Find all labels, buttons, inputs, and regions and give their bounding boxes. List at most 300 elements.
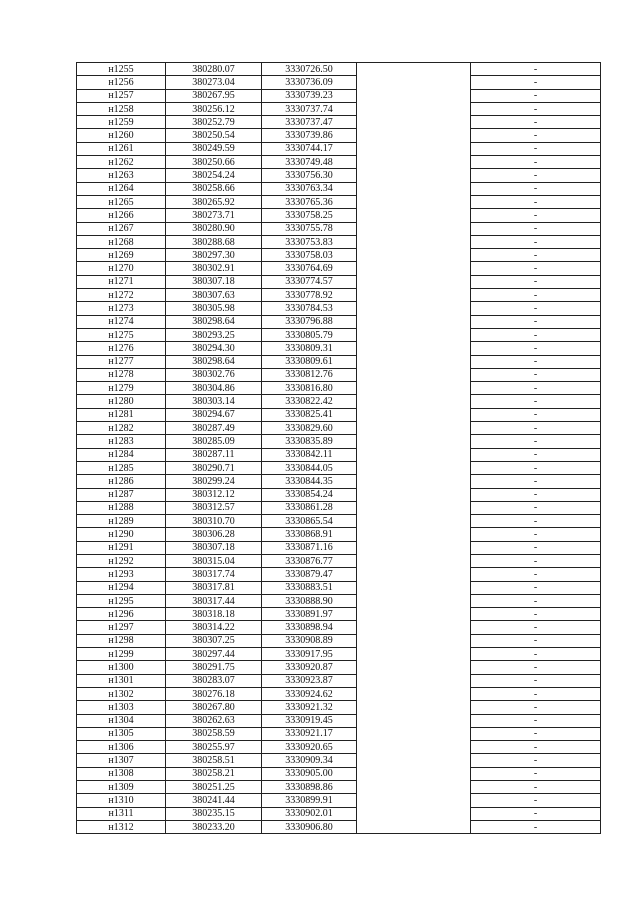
note-cell: [357, 275, 471, 288]
point-id-cell: н1262: [77, 156, 166, 169]
table-row: [77, 727, 601, 740]
x-coordinate-cell: 380251.25: [166, 781, 262, 794]
y-coordinate-cell: 3330883.51: [262, 581, 357, 594]
table-row: [77, 820, 601, 833]
point-id-cell: н1312: [77, 820, 166, 833]
x-coordinate-cell: 380273.04: [166, 76, 262, 89]
y-coordinate-cell: 3330726.50: [262, 63, 357, 76]
point-id-cell: н1301: [77, 674, 166, 687]
note-cell: [357, 142, 471, 155]
note-cell: [357, 129, 471, 142]
note-cell: [357, 461, 471, 474]
mark-cell: -: [471, 235, 601, 248]
x-coordinate-cell: 380233.20: [166, 820, 262, 833]
mark-cell: -: [471, 289, 601, 302]
mark-cell: -: [471, 674, 601, 687]
point-id-cell: н1310: [77, 794, 166, 807]
x-coordinate-cell: 380291.75: [166, 661, 262, 674]
note-cell: [357, 89, 471, 102]
mark-cell: -: [471, 195, 601, 208]
table-row: [77, 355, 601, 368]
x-coordinate-cell: 380303.14: [166, 395, 262, 408]
y-coordinate-cell: 3330844.05: [262, 461, 357, 474]
note-cell: [357, 501, 471, 514]
table-row: [77, 116, 601, 129]
y-coordinate-cell: 3330835.89: [262, 435, 357, 448]
y-coordinate-cell: 3330737.47: [262, 116, 357, 129]
table-row: [77, 129, 601, 142]
mark-cell: -: [471, 515, 601, 528]
table-row: [77, 342, 601, 355]
mark-cell: -: [471, 461, 601, 474]
x-coordinate-cell: 380267.80: [166, 701, 262, 714]
x-coordinate-cell: 380250.66: [166, 156, 262, 169]
x-coordinate-cell: 380312.57: [166, 501, 262, 514]
note-cell: [357, 355, 471, 368]
note-cell: [357, 435, 471, 448]
mark-cell: -: [471, 634, 601, 647]
mark-cell: -: [471, 687, 601, 700]
point-id-cell: н1255: [77, 63, 166, 76]
x-coordinate-cell: 380252.79: [166, 116, 262, 129]
mark-cell: -: [471, 408, 601, 421]
x-coordinate-cell: 380287.49: [166, 422, 262, 435]
x-coordinate-cell: 380307.18: [166, 275, 262, 288]
mark-cell: -: [471, 727, 601, 740]
mark-cell: -: [471, 182, 601, 195]
x-coordinate-cell: 380293.25: [166, 328, 262, 341]
x-coordinate-cell: 380258.66: [166, 182, 262, 195]
y-coordinate-cell: 3330825.41: [262, 408, 357, 421]
y-coordinate-cell: 3330921.17: [262, 727, 357, 740]
point-id-cell: н1257: [77, 89, 166, 102]
point-id-cell: н1270: [77, 262, 166, 275]
note-cell: [357, 820, 471, 833]
x-coordinate-cell: 380290.71: [166, 461, 262, 474]
table-row: [77, 76, 601, 89]
table-row: [77, 209, 601, 222]
note-cell: [357, 195, 471, 208]
note-cell: [357, 568, 471, 581]
y-coordinate-cell: 3330898.86: [262, 781, 357, 794]
point-id-cell: н1283: [77, 435, 166, 448]
mark-cell: -: [471, 355, 601, 368]
note-cell: [357, 767, 471, 780]
point-id-cell: н1276: [77, 342, 166, 355]
mark-cell: -: [471, 142, 601, 155]
y-coordinate-cell: 3330924.62: [262, 687, 357, 700]
note-cell: [357, 741, 471, 754]
table-row: [77, 182, 601, 195]
mark-cell: -: [471, 581, 601, 594]
y-coordinate-cell: 3330758.25: [262, 209, 357, 222]
point-id-cell: н1291: [77, 541, 166, 554]
note-cell: [357, 235, 471, 248]
table-row: [77, 222, 601, 235]
mark-cell: -: [471, 89, 601, 102]
note-cell: [357, 515, 471, 528]
y-coordinate-cell: 3330908.89: [262, 634, 357, 647]
table-row: [77, 435, 601, 448]
point-id-cell: н1267: [77, 222, 166, 235]
note-cell: [357, 315, 471, 328]
table-row: [77, 328, 601, 341]
mark-cell: -: [471, 608, 601, 621]
table-row: [77, 554, 601, 567]
note-cell: [357, 687, 471, 700]
x-coordinate-cell: 380258.21: [166, 767, 262, 780]
note-cell: [357, 594, 471, 607]
x-coordinate-cell: 380302.91: [166, 262, 262, 275]
x-coordinate-cell: 380280.07: [166, 63, 262, 76]
point-id-cell: н1285: [77, 461, 166, 474]
point-id-cell: н1258: [77, 102, 166, 115]
x-coordinate-cell: 380255.97: [166, 741, 262, 754]
y-coordinate-cell: 3330744.17: [262, 142, 357, 155]
x-coordinate-cell: 380317.74: [166, 568, 262, 581]
point-id-cell: н1300: [77, 661, 166, 674]
mark-cell: -: [471, 169, 601, 182]
table-row: [77, 648, 601, 661]
y-coordinate-cell: 3330861.28: [262, 501, 357, 514]
x-coordinate-cell: 380318.18: [166, 608, 262, 621]
point-id-cell: н1287: [77, 488, 166, 501]
table-row: [77, 754, 601, 767]
point-id-cell: н1266: [77, 209, 166, 222]
note-cell: [357, 714, 471, 727]
note-cell: [357, 222, 471, 235]
y-coordinate-cell: 3330809.31: [262, 342, 357, 355]
x-coordinate-cell: 380241.44: [166, 794, 262, 807]
table-row: [77, 515, 601, 528]
point-id-cell: н1302: [77, 687, 166, 700]
mark-cell: -: [471, 129, 601, 142]
point-id-cell: н1273: [77, 302, 166, 315]
mark-cell: -: [471, 767, 601, 780]
table-row: [77, 382, 601, 395]
note-cell: [357, 488, 471, 501]
table-row: [77, 475, 601, 488]
x-coordinate-cell: 380267.95: [166, 89, 262, 102]
y-coordinate-cell: 3330879.47: [262, 568, 357, 581]
point-id-cell: н1275: [77, 328, 166, 341]
point-id-cell: н1282: [77, 422, 166, 435]
y-coordinate-cell: 3330805.79: [262, 328, 357, 341]
note-cell: [357, 302, 471, 315]
note-cell: [357, 621, 471, 634]
x-coordinate-cell: 380235.15: [166, 807, 262, 820]
y-coordinate-cell: 3330902.01: [262, 807, 357, 820]
mark-cell: -: [471, 222, 601, 235]
y-coordinate-cell: 3330868.91: [262, 528, 357, 541]
x-coordinate-cell: 380299.24: [166, 475, 262, 488]
y-coordinate-cell: 3330905.00: [262, 767, 357, 780]
point-id-cell: н1286: [77, 475, 166, 488]
y-coordinate-cell: 3330921.32: [262, 701, 357, 714]
mark-cell: -: [471, 342, 601, 355]
mark-cell: -: [471, 594, 601, 607]
point-id-cell: н1294: [77, 581, 166, 594]
y-coordinate-cell: 3330784.53: [262, 302, 357, 315]
mark-cell: -: [471, 63, 601, 76]
y-coordinate-cell: 3330755.78: [262, 222, 357, 235]
table-row: [77, 302, 601, 315]
table-row: [77, 289, 601, 302]
note-cell: [357, 249, 471, 262]
table-row: [77, 661, 601, 674]
x-coordinate-cell: 380254.24: [166, 169, 262, 182]
mark-cell: -: [471, 395, 601, 408]
table-row: [77, 528, 601, 541]
table-row: [77, 156, 601, 169]
table-row: [77, 541, 601, 554]
point-id-cell: н1256: [77, 76, 166, 89]
x-coordinate-cell: 380315.04: [166, 554, 262, 567]
x-coordinate-cell: 380317.81: [166, 581, 262, 594]
mark-cell: -: [471, 302, 601, 315]
x-coordinate-cell: 380258.51: [166, 754, 262, 767]
x-coordinate-cell: 380297.30: [166, 249, 262, 262]
note-cell: [357, 342, 471, 355]
x-coordinate-cell: 380265.92: [166, 195, 262, 208]
point-id-cell: н1277: [77, 355, 166, 368]
note-cell: [357, 661, 471, 674]
x-coordinate-cell: 380294.67: [166, 408, 262, 421]
y-coordinate-cell: 3330923.87: [262, 674, 357, 687]
table-row: [77, 701, 601, 714]
x-coordinate-cell: 380249.59: [166, 142, 262, 155]
point-id-cell: н1261: [77, 142, 166, 155]
mark-cell: -: [471, 754, 601, 767]
mark-cell: -: [471, 820, 601, 833]
note-cell: [357, 807, 471, 820]
y-coordinate-cell: 3330796.88: [262, 315, 357, 328]
point-id-cell: н1290: [77, 528, 166, 541]
y-coordinate-cell: 3330739.86: [262, 129, 357, 142]
mark-cell: -: [471, 315, 601, 328]
point-id-cell: н1264: [77, 182, 166, 195]
mark-cell: -: [471, 435, 601, 448]
y-coordinate-cell: 3330854.24: [262, 488, 357, 501]
mark-cell: -: [471, 382, 601, 395]
y-coordinate-cell: 3330844.35: [262, 475, 357, 488]
note-cell: [357, 528, 471, 541]
x-coordinate-cell: 380297.44: [166, 648, 262, 661]
y-coordinate-cell: 3330778.92: [262, 289, 357, 302]
x-coordinate-cell: 380285.09: [166, 435, 262, 448]
point-id-cell: н1297: [77, 621, 166, 634]
x-coordinate-cell: 380250.54: [166, 129, 262, 142]
mark-cell: -: [471, 448, 601, 461]
x-coordinate-cell: 380262.63: [166, 714, 262, 727]
mark-cell: -: [471, 648, 601, 661]
table-row: [77, 448, 601, 461]
note-cell: [357, 781, 471, 794]
note-cell: [357, 727, 471, 740]
table-row: [77, 262, 601, 275]
point-id-cell: н1306: [77, 741, 166, 754]
table-row: [77, 488, 601, 501]
mark-cell: -: [471, 741, 601, 754]
table-row: [77, 767, 601, 780]
y-coordinate-cell: 3330829.60: [262, 422, 357, 435]
mark-cell: -: [471, 794, 601, 807]
mark-cell: -: [471, 528, 601, 541]
y-coordinate-cell: 3330809.61: [262, 355, 357, 368]
y-coordinate-cell: 3330871.16: [262, 541, 357, 554]
x-coordinate-cell: 380312.12: [166, 488, 262, 501]
table-row: [77, 581, 601, 594]
point-id-cell: н1295: [77, 594, 166, 607]
mark-cell: -: [471, 475, 601, 488]
table-row: [77, 275, 601, 288]
point-id-cell: н1303: [77, 701, 166, 714]
note-cell: [357, 102, 471, 115]
y-coordinate-cell: 3330774.57: [262, 275, 357, 288]
table-row: [77, 781, 601, 794]
y-coordinate-cell: 3330822.42: [262, 395, 357, 408]
coordinates-table-body: [77, 63, 601, 834]
table-row: [77, 408, 601, 421]
table-row: [77, 741, 601, 754]
y-coordinate-cell: 3330898.94: [262, 621, 357, 634]
point-id-cell: н1308: [77, 767, 166, 780]
mark-cell: -: [471, 328, 601, 341]
point-id-cell: н1305: [77, 727, 166, 740]
y-coordinate-cell: 3330917.95: [262, 648, 357, 661]
y-coordinate-cell: 3330891.97: [262, 608, 357, 621]
mark-cell: -: [471, 488, 601, 501]
mark-cell: -: [471, 262, 601, 275]
coordinates-table: [76, 62, 601, 834]
point-id-cell: н1268: [77, 235, 166, 248]
y-coordinate-cell: 3330899.91: [262, 794, 357, 807]
mark-cell: -: [471, 501, 601, 514]
note-cell: [357, 754, 471, 767]
x-coordinate-cell: 380304.86: [166, 382, 262, 395]
note-cell: [357, 262, 471, 275]
point-id-cell: н1271: [77, 275, 166, 288]
note-cell: [357, 608, 471, 621]
table-row: [77, 568, 601, 581]
point-id-cell: н1311: [77, 807, 166, 820]
point-id-cell: н1269: [77, 249, 166, 262]
x-coordinate-cell: 380314.22: [166, 621, 262, 634]
y-coordinate-cell: 3330763.34: [262, 182, 357, 195]
point-id-cell: н1288: [77, 501, 166, 514]
note-cell: [357, 648, 471, 661]
note-cell: [357, 116, 471, 129]
table-row: [77, 794, 601, 807]
x-coordinate-cell: 380307.18: [166, 541, 262, 554]
y-coordinate-cell: 3330737.74: [262, 102, 357, 115]
y-coordinate-cell: 3330816.80: [262, 382, 357, 395]
mark-cell: -: [471, 781, 601, 794]
table-row: [77, 608, 601, 621]
y-coordinate-cell: 3330888.90: [262, 594, 357, 607]
x-coordinate-cell: 380307.25: [166, 634, 262, 647]
note-cell: [357, 395, 471, 408]
x-coordinate-cell: 380288.68: [166, 235, 262, 248]
note-cell: [357, 209, 471, 222]
y-coordinate-cell: 3330756.30: [262, 169, 357, 182]
table-row: [77, 461, 601, 474]
note-cell: [357, 541, 471, 554]
y-coordinate-cell: 3330920.87: [262, 661, 357, 674]
table-row: [77, 422, 601, 435]
y-coordinate-cell: 3330876.77: [262, 554, 357, 567]
y-coordinate-cell: 3330906.80: [262, 820, 357, 833]
point-id-cell: н1298: [77, 634, 166, 647]
table-row: [77, 102, 601, 115]
x-coordinate-cell: 380280.90: [166, 222, 262, 235]
note-cell: [357, 408, 471, 421]
point-id-cell: н1304: [77, 714, 166, 727]
point-id-cell: н1284: [77, 448, 166, 461]
y-coordinate-cell: 3330758.03: [262, 249, 357, 262]
x-coordinate-cell: 380283.07: [166, 674, 262, 687]
x-coordinate-cell: 380305.98: [166, 302, 262, 315]
point-id-cell: н1296: [77, 608, 166, 621]
y-coordinate-cell: 3330749.48: [262, 156, 357, 169]
point-id-cell: н1274: [77, 315, 166, 328]
table-row: [77, 63, 601, 76]
y-coordinate-cell: 3330764.69: [262, 262, 357, 275]
mark-cell: -: [471, 661, 601, 674]
mark-cell: -: [471, 209, 601, 222]
mark-cell: -: [471, 249, 601, 262]
point-id-cell: н1281: [77, 408, 166, 421]
mark-cell: -: [471, 541, 601, 554]
table-row: [77, 674, 601, 687]
mark-cell: -: [471, 102, 601, 115]
point-id-cell: н1278: [77, 368, 166, 381]
point-id-cell: н1299: [77, 648, 166, 661]
note-cell: [357, 794, 471, 807]
note-cell: [357, 554, 471, 567]
point-id-cell: н1280: [77, 395, 166, 408]
x-coordinate-cell: 380306.28: [166, 528, 262, 541]
mark-cell: -: [471, 116, 601, 129]
note-cell: [357, 328, 471, 341]
mark-cell: -: [471, 568, 601, 581]
note-cell: [357, 63, 471, 76]
table-row: [77, 142, 601, 155]
x-coordinate-cell: 380256.12: [166, 102, 262, 115]
mark-cell: -: [471, 368, 601, 381]
y-coordinate-cell: 3330919.45: [262, 714, 357, 727]
mark-cell: -: [471, 76, 601, 89]
table-row: [77, 594, 601, 607]
note-cell: [357, 701, 471, 714]
y-coordinate-cell: 3330736.09: [262, 76, 357, 89]
mark-cell: -: [471, 156, 601, 169]
table-row: [77, 621, 601, 634]
table-row: [77, 501, 601, 514]
mark-cell: -: [471, 275, 601, 288]
table-row: [77, 714, 601, 727]
mark-cell: -: [471, 701, 601, 714]
table-row: [77, 315, 601, 328]
table-row: [77, 249, 601, 262]
x-coordinate-cell: 380298.64: [166, 315, 262, 328]
mark-cell: -: [471, 714, 601, 727]
x-coordinate-cell: 380302.76: [166, 368, 262, 381]
table-row: [77, 687, 601, 700]
note-cell: [357, 76, 471, 89]
point-id-cell: н1265: [77, 195, 166, 208]
x-coordinate-cell: 380276.18: [166, 687, 262, 700]
